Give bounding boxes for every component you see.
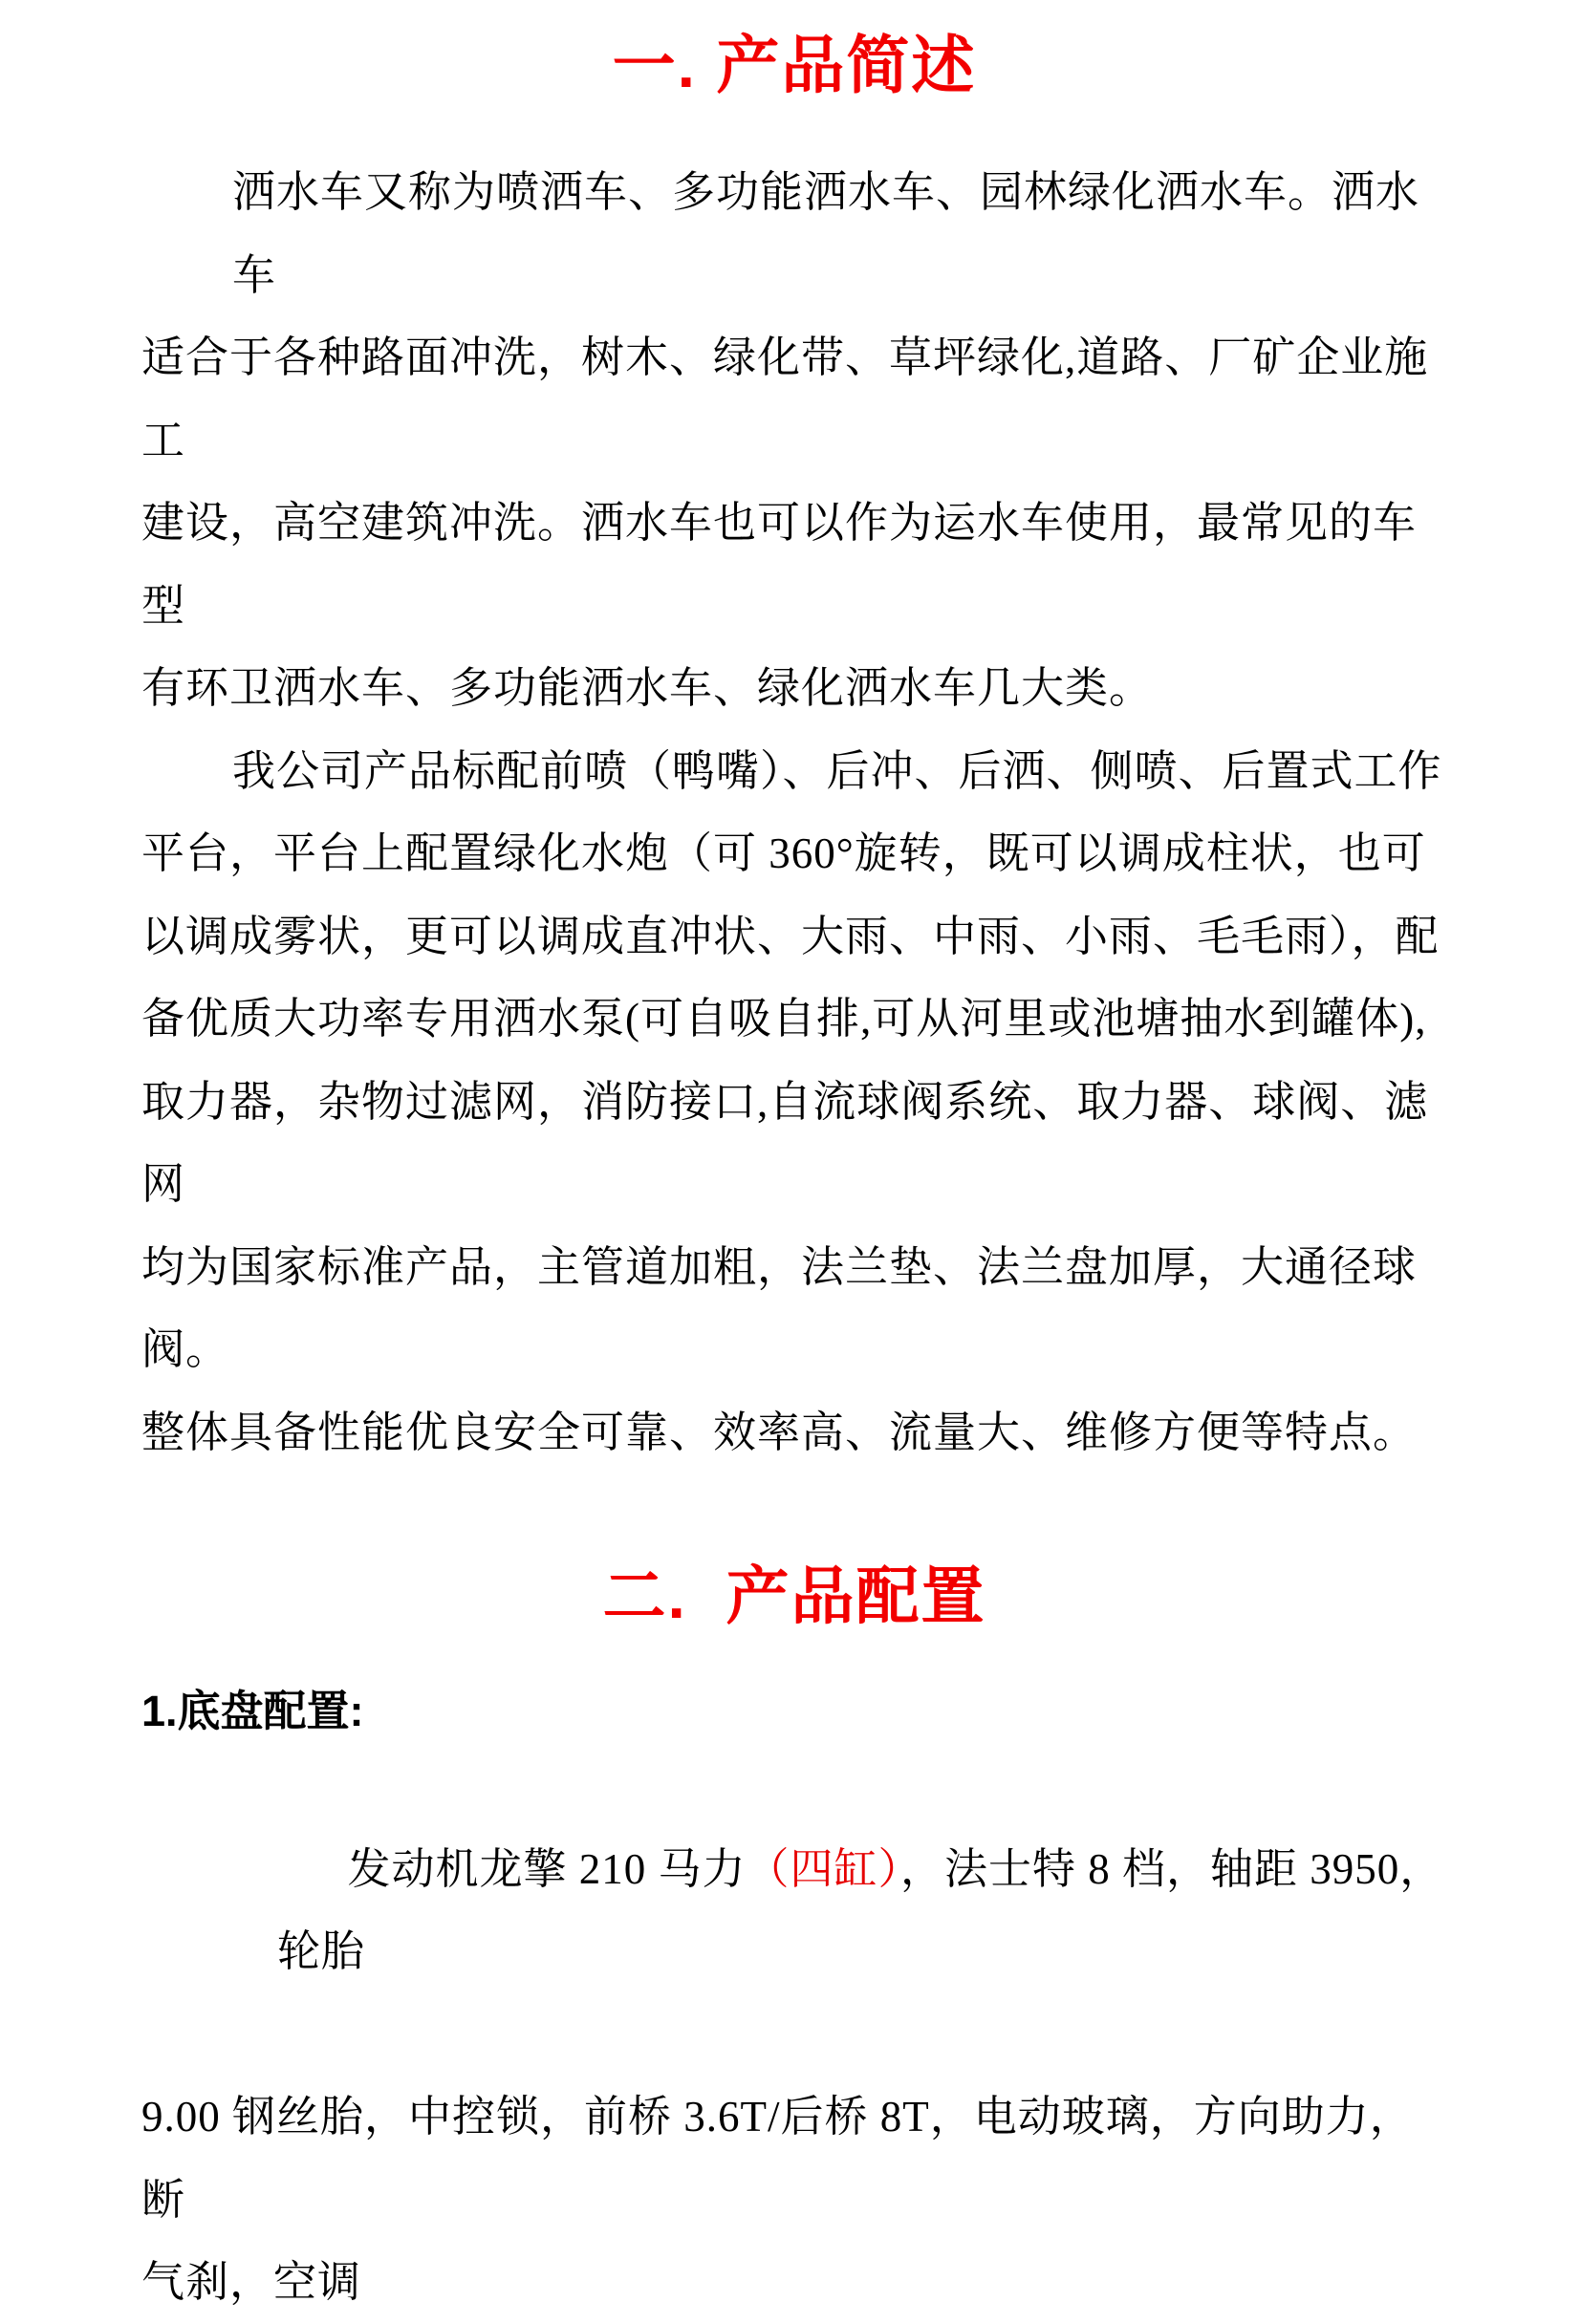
paragraph-line: 以调成雾状，更可以调成直冲状、大雨、中雨、小雨、毛毛雨），配 — [141, 912, 1440, 960]
section1-heading: 一. 产品简述 — [612, 30, 977, 100]
intro-paragraph-2 — [141, 730, 1447, 1474]
paragraph-line: 备优质大功率专用洒水泵(可自吸自排,可从河里或池塘抽水到罐体), — [141, 995, 1427, 1043]
paragraph-line: 我公司产品标配前喷（鸭嘴）、后冲、后洒、侧喷、后置式工作 — [232, 746, 1442, 795]
paragraph-line: 气刹，空调 — [141, 2258, 362, 2306]
paragraph-line: 平台，平台上配置绿化水炮（可 360°旋转，既可以调成柱状，也可 — [141, 829, 1426, 877]
paragraph-line: 整体具备性能优良安全可靠、效率高、流量大、维修方便等特点。 — [141, 1408, 1418, 1456]
paragraph-line: 适合于各种路面冲洗，树木、绿化带、草坪绿化,道路、厂矿企业施工 — [141, 334, 1429, 464]
chassis-config-paragraph — [141, 1745, 1447, 2324]
chassis-red-highlight: （四缸） — [746, 1844, 901, 1893]
paragraph-line: 均为国家标准产品，主管道加粗，法兰垫、法兰盘加厚，大通径球阀。 — [141, 1242, 1418, 1373]
chassis-text-before-red: 发动机龙擎 210 马力 — [347, 1844, 747, 1893]
paragraph-line — [141, 1745, 1447, 2076]
chassis-text-after-red: ，法士特 8 档，轴距 3950，轮胎 — [277, 1844, 1444, 1975]
section2-heading: 二. 产品配置 — [602, 1560, 986, 1631]
paragraph-line: 建设，高空建筑冲洗。洒水车也可以作为运水车使用，最常见的车型 — [141, 499, 1418, 630]
paragraph-line: 9.00 钢丝胎，中控锁，前桥 3.6T/后桥 8T，电动玻璃，方向助力，断 — [141, 2093, 1414, 2224]
intro-paragraph-1 — [141, 151, 1447, 730]
paragraph-line: 洒水车又称为喷洒车、多功能洒水车、园林绿化洒水车。洒水车 — [232, 168, 1420, 299]
paragraph-line: 取力器，杂物过滤网，消防接口,自流球阀系统、取力器、球阀、滤网 — [141, 1077, 1429, 1208]
document-page — [0, 23, 1581, 2306]
paragraph-line: 有环卫洒水车、多功能洒水车、绿化洒水车几大类。 — [141, 664, 1154, 712]
chassis-config-subtitle: 1.底盘配置: — [141, 1687, 364, 1735]
